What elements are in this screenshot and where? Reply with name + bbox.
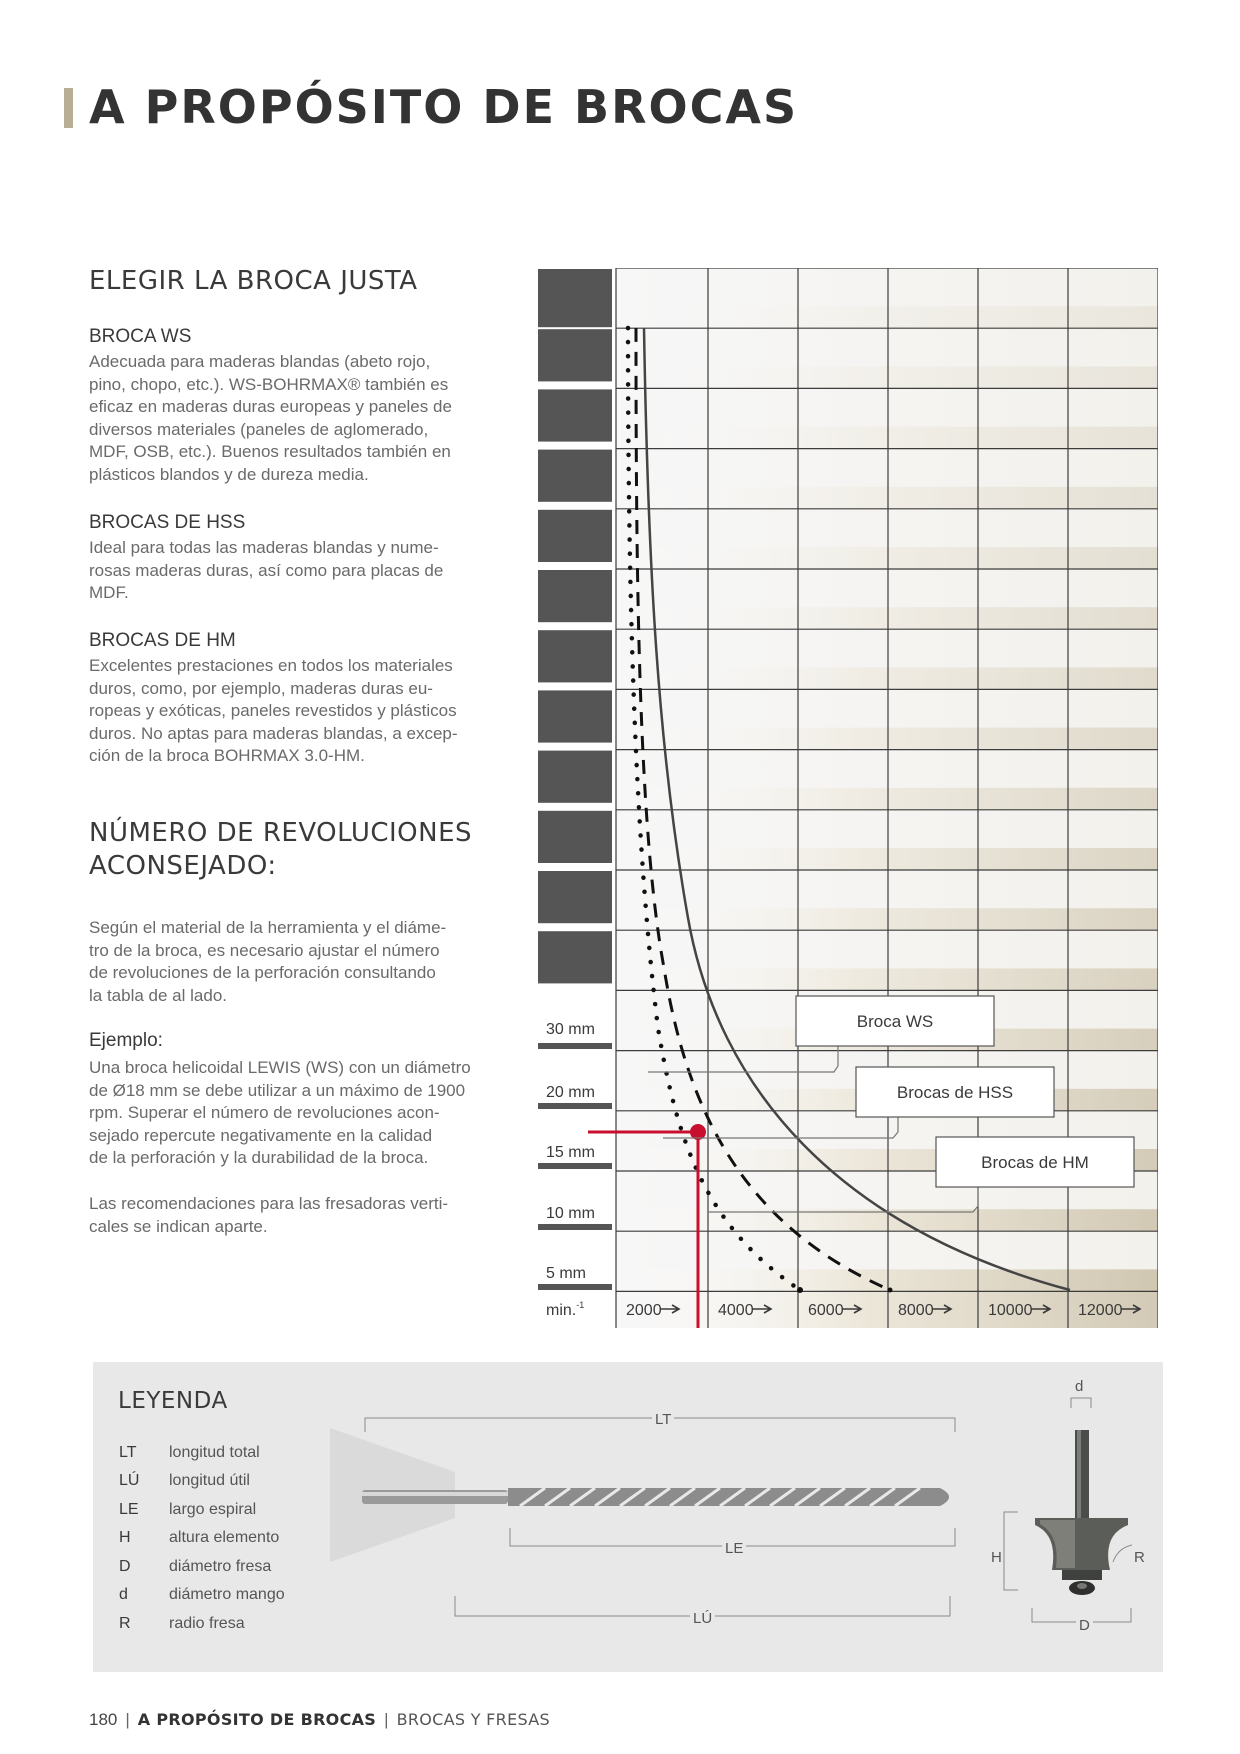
hm-line: ción de la broca BOHRMAX 3.0-HM.	[89, 746, 365, 766]
legend-label: Broca WS	[856, 1012, 934, 1031]
hss-description	[89, 537, 499, 605]
x-tick-label: 12000	[1078, 1302, 1123, 1319]
page-number: 180	[89, 1710, 118, 1729]
rpm-line: la tabla de al lado.	[89, 985, 227, 1005]
ws-line: pino, chopo, etc.). WS-BOHRMAX® también es	[89, 374, 449, 394]
section-title-line: ACONSEJADO:	[89, 851, 277, 881]
size-row-bar	[538, 690, 612, 742]
x-tick-label: 10000	[988, 1302, 1033, 1319]
hm-line: duros. No aptas para maderas blandas, a excep-	[89, 723, 458, 743]
legend-desc: longitud útil	[169, 1472, 250, 1489]
ws-line: diversos materiales (paneles de aglomerado,	[89, 419, 429, 439]
rpm-description	[89, 917, 499, 1007]
row-stripe	[616, 427, 1158, 449]
note-line: Las recomendaciones para las fresadoras verti-	[89, 1194, 449, 1213]
row-stripe	[616, 968, 1158, 990]
ws-description	[89, 351, 499, 487]
section-title-rpm	[89, 817, 472, 883]
dim-label-d-big: D	[1076, 1617, 1093, 1634]
note-line: cales se indican aparte.	[89, 1216, 268, 1236]
section-title-choose-drill: ELEGIR LA BROCA JUSTA	[89, 266, 418, 296]
legend-desc: diámetro fresa	[169, 1558, 272, 1575]
ws-line: plásticos blandos y de dureza media.	[89, 464, 369, 484]
x-tick-label: 8000	[898, 1302, 934, 1319]
rpm-line: de revoluciones de la perforación consultando	[89, 963, 436, 983]
size-row-bar	[538, 1163, 612, 1169]
series-endpoint	[797, 1287, 803, 1293]
size-row-bar	[538, 570, 612, 622]
footer: 180 | A PROPÓSITO DE BROCAS | BROCAS Y FRESAS	[89, 1710, 550, 1729]
legend-desc: radio fresa	[169, 1615, 245, 1632]
legend-code: R	[119, 1615, 131, 1632]
hm-description	[89, 655, 499, 768]
dim-label-d-small: d	[1075, 1378, 1084, 1395]
rpm-chart	[538, 268, 1158, 1328]
legend-code: d	[119, 1586, 128, 1603]
legend-desc: diámetro mango	[169, 1586, 285, 1603]
size-row-bar	[538, 1284, 612, 1290]
legend-title: LEYENDA	[118, 1388, 228, 1414]
row-stripe	[616, 607, 1158, 629]
size-row-bar	[538, 329, 612, 381]
hm-line: duros, como, por ejemplo, maderas duras eu-	[89, 678, 433, 698]
legend-code: LE	[119, 1501, 139, 1518]
size-row-bar	[538, 510, 612, 562]
size-row-bar	[538, 751, 612, 803]
y-tick-label: 15 mm	[546, 1144, 595, 1161]
size-row-bar	[538, 1103, 612, 1109]
hss-heading: BROCAS DE HSS	[89, 512, 246, 533]
example-heading: Ejemplo:	[89, 1030, 163, 1051]
legend-label: Brocas de HSS	[896, 1083, 1014, 1102]
row-stripe	[616, 848, 1158, 870]
legend-label: Brocas de HM	[981, 1153, 1089, 1172]
size-row-bar	[538, 450, 612, 502]
footer-category: BROCAS Y FRESAS	[396, 1710, 550, 1729]
x-unit-exponent: -1	[576, 1300, 585, 1310]
section-title-line: NÚMERO DE REVOLUCIONES	[89, 818, 473, 848]
hm-line: ropeas y exóticas, paneles revestidos y plásticos	[89, 701, 457, 721]
hm-heading: BROCAS DE HM	[89, 630, 236, 651]
ws-line: MDF, OSB, etc.). Buenos resultados también en	[89, 442, 451, 462]
size-row-bar	[538, 269, 612, 327]
size-row-bar	[538, 871, 612, 923]
legend-code: D	[119, 1558, 131, 1575]
example-line: Una broca helicoidal LEWIS (WS) con un diámetro	[89, 1058, 471, 1077]
example-line: sejado repercute negativamente en la calidad	[89, 1125, 433, 1145]
page-title: A PROPÓSITO DE BROCAS	[89, 80, 799, 134]
size-row-bar	[538, 1224, 612, 1230]
rpm-line: Según el material de la herramienta y el diáme-	[89, 918, 447, 937]
legend-code: LT	[119, 1444, 137, 1461]
example-line: de la perforación y la durabilidad de la broca.	[89, 1148, 429, 1168]
dim-label-le: LE	[722, 1540, 746, 1557]
row-stripe	[616, 306, 1158, 328]
row-stripe	[616, 487, 1158, 509]
legend-code: H	[119, 1529, 131, 1546]
dim-label-r: R	[1134, 1549, 1145, 1566]
title-accent-bar	[64, 88, 73, 128]
example-line: rpm. Superar el número de revoluciones acon-	[89, 1103, 440, 1123]
example-line: de Ø18 mm se debe utilizar a un máximo de 1900	[89, 1080, 466, 1100]
dim-label-lt: LT	[652, 1411, 674, 1428]
row-stripe	[616, 366, 1158, 388]
y-tick-label: 30 mm	[546, 1021, 595, 1038]
size-row-bar	[538, 811, 612, 863]
note-description	[89, 1193, 499, 1238]
series-endpoint	[888, 1288, 893, 1293]
hm-line: Excelentes prestaciones en todos los materiales	[89, 656, 453, 675]
legend-desc: altura elemento	[169, 1529, 280, 1546]
ws-heading: BROCA WS	[89, 326, 192, 347]
row-stripe	[616, 547, 1158, 569]
size-row-bar	[538, 630, 612, 682]
size-row-bar	[538, 931, 612, 983]
hss-line: MDF.	[89, 583, 129, 603]
row-stripe	[616, 908, 1158, 930]
y-tick-label: 5 mm	[546, 1265, 586, 1282]
y-tick-label: 10 mm	[546, 1205, 595, 1222]
x-tick-label: 6000	[808, 1302, 844, 1319]
x-tick-label: 4000	[718, 1302, 754, 1319]
size-row-bar	[538, 1043, 612, 1049]
y-tick-label: 20 mm	[546, 1084, 595, 1101]
legend-code: LÚ	[119, 1472, 140, 1489]
rpm-line: tro de la broca, es necesario ajustar el número	[89, 940, 440, 960]
example-description	[89, 1057, 499, 1170]
dim-label-h: H	[991, 1549, 1002, 1566]
legend-desc: largo espiral	[169, 1501, 257, 1518]
legend-desc: longitud total	[169, 1444, 260, 1461]
row-stripe	[616, 667, 1158, 689]
row-stripe	[616, 788, 1158, 810]
x-tick-label: 2000	[626, 1302, 662, 1319]
ws-line: eficaz en maderas duras europeas y paneles de	[89, 397, 452, 417]
row-stripe	[616, 728, 1158, 750]
dim-label-lu: LÚ	[690, 1610, 715, 1627]
hss-line: rosas maderas duras, así como para placas de	[89, 560, 444, 580]
footer-section: A PROPÓSITO DE BROCAS	[137, 1710, 377, 1729]
hss-line: Ideal para todas las maderas blandas y nume-	[89, 538, 439, 557]
x-unit-label: min.$^{-1}$	[546, 1300, 585, 1319]
ws-line: Adecuada para maderas blandas (abeto rojo,	[89, 352, 431, 371]
size-row-bar	[538, 389, 612, 441]
